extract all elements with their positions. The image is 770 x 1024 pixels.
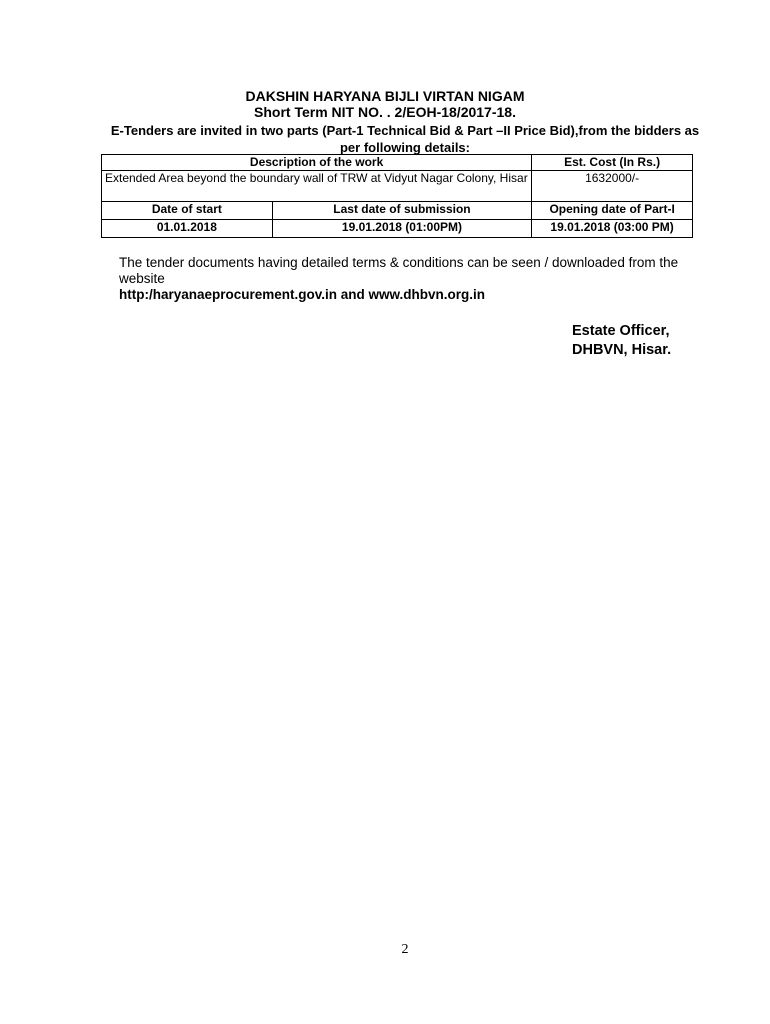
description-header: Description of the work [102,155,532,171]
notice-paragraph [119,255,679,303]
tender-details-table [101,154,693,238]
table-row [102,155,693,171]
organization-title: DAKSHIN HARYANA BIJLI VIRTAN NIGAM [245,88,525,104]
work-description: Extended Area beyond the boundary wall of TRW at Vidyut Nagar Colony, Hisar [102,171,532,202]
tender-intro: E-Tenders are invited in two parts (Part-1 Technical Bid & Part –II Price Bid),from the bidders as per following details: [110,123,700,155]
website-urls: http:/haryanaeprocurement.gov.in and www.dhbvn.org.in [119,287,486,302]
opening-date: 19.01.2018 (03:00 PM) [532,220,693,238]
opening-date-header: Opening date of Part-I [532,202,693,220]
signatory-title: Estate Officer, [572,323,670,339]
start-date-header: Date of start [102,202,273,220]
table-row [102,220,693,238]
cost-header: Est. Cost (In Rs.) [532,155,693,171]
nit-number: Short Term NIT NO. . 2/EOH-18/2017-18. [254,104,516,120]
table-row [102,202,693,220]
signatory-office: DHBVN, Hisar. [572,342,672,358]
page-number: 2 [401,942,409,957]
notice-text: The tender documents having detailed terms & conditions can be seen / downloaded from the website [119,255,679,286]
last-submission-date: 19.01.2018 (01:00PM) [272,220,532,238]
table-row [102,171,693,202]
signature-block [572,322,671,360]
estimated-cost: 1632000/- [532,171,693,202]
last-date-header: Last date of submission [272,202,532,220]
start-date: 01.01.2018 [102,220,273,238]
